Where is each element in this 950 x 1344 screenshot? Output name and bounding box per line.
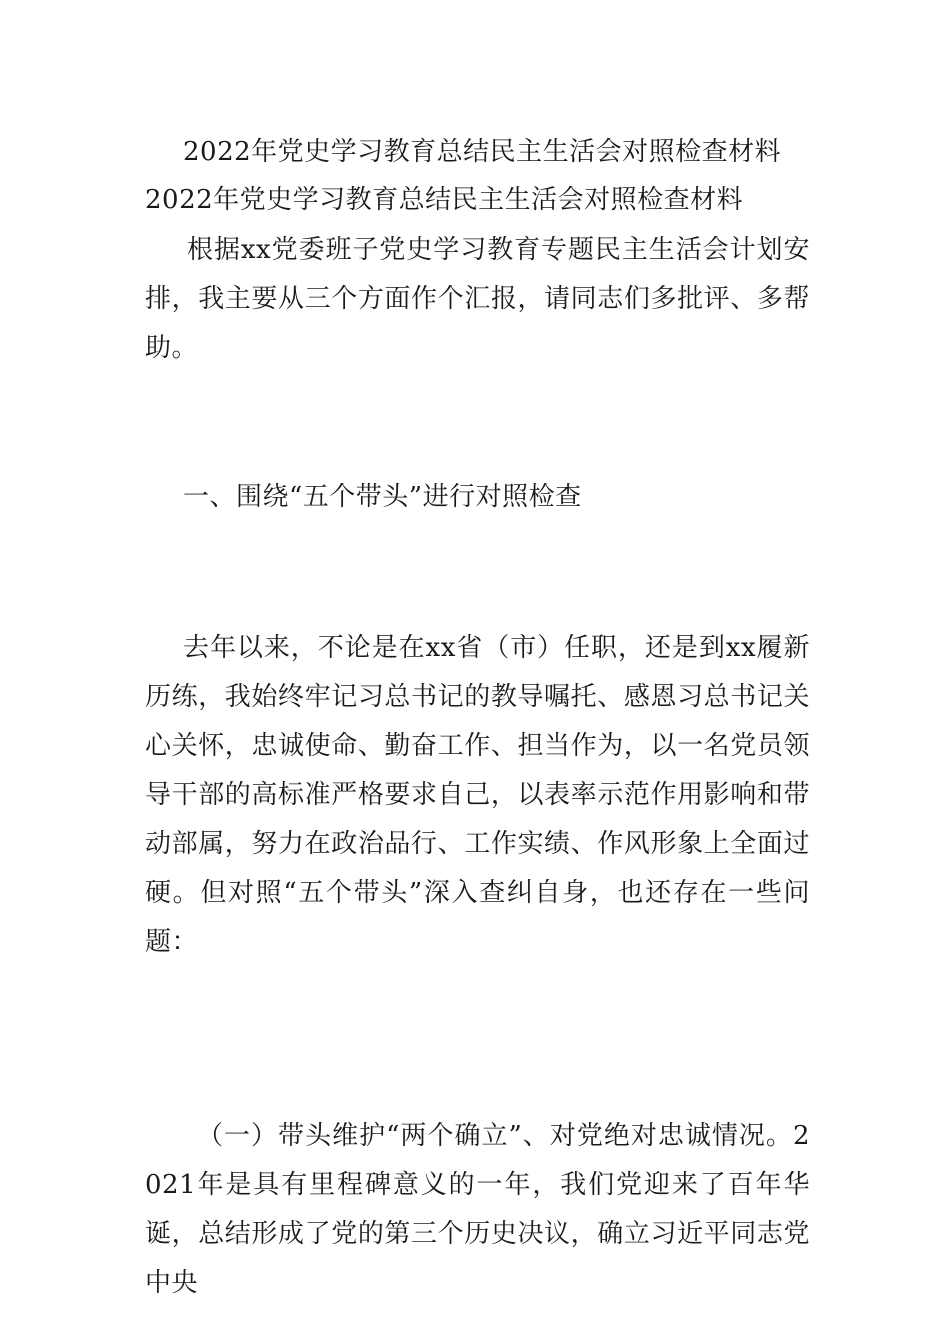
body-paragraph-1: 去年以来，不论是在xx省（市）任职，还是到xx履新历练，我始终牢记习总书记的教导嘱托、感恩习总书记关心关怀，忠诚使命、勤奋工作、担当作为，以一名党员领导干部的高标准严格要求自己，以表率示范作用影响和带动部属，努力在政治品行、工作实绩、作风形象上全面过硬。但对照“五个带头”深入查纠自身，也还存在一些问题： bbox=[145, 633, 810, 957]
intro-paragraph: 根据xx党委班子党史学习教育专题民主生活会计划安排，我主要从三个方面作个汇报，请同志们多批评、多帮助。 bbox=[145, 235, 810, 363]
document-title-line-1: 2022年党史学习教育总结民主生活会对照检查材料 bbox=[183, 137, 782, 167]
document-title-line-2: 2022年党史学习教育总结民主生活会对照检查材料 bbox=[145, 185, 744, 215]
body-paragraph-2: （一）带头维护“两个确立”、对党绝对忠诚情况。2021年是具有里程碑意义的一年，我们党迎来了百年华诞，总结形成了党的第三个历史决议，确立习近平同志党中央 bbox=[145, 1121, 810, 1298]
section-heading-1: 一、围绕“五个带头”进行对照检查 bbox=[183, 482, 582, 512]
